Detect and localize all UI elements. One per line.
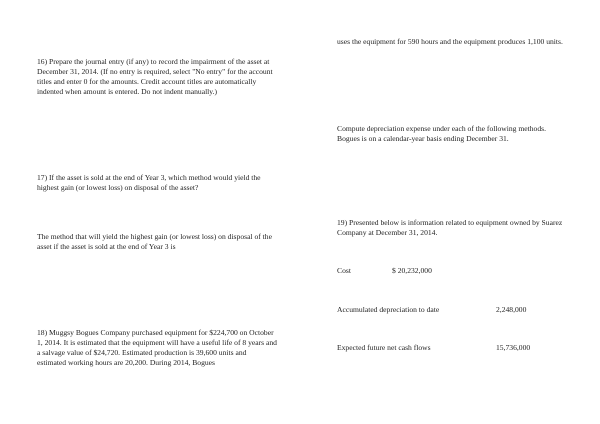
question-18-text: 18) Muggsy Bogues Company purchased equipment for $224,700 on October 1, 2014. It is estimated that the equipment will have a useful life of 8 years and a salvage value of $24,720. Estimated production is 39,600 units and estimated working hours are 20,200. During 2014, Bogues xyxy=(37,328,277,367)
table-row-expected-cash-flows xyxy=(337,343,577,353)
table-row-label: Accumulated depreciation to date xyxy=(337,305,440,314)
question-17-text: 17) If the asset is sold at the end of Year 3, which method would yield the highest gain (or lowest loss) on disposal of the asset? xyxy=(37,173,261,192)
table-row-value: $ 20,232,000 xyxy=(392,266,432,275)
question-17-answer-text: The method that will yield the highest gain (or lowest loss) on disposal of the asset if the asset is sold at the end of Year 3 is xyxy=(37,232,272,251)
table-row-label: Expected future net cash flows xyxy=(337,343,431,352)
question-18-instruction-text: Compute depreciation expense under each of the following methods. Bogues is on a calendar-year basis ending December 31. xyxy=(337,124,546,143)
table-row-cost xyxy=(337,266,577,276)
table-row-label: Cost xyxy=(337,266,351,275)
table-row-value: 2,248,000 xyxy=(496,305,527,314)
question-19-text: 19) Presented below is information related to equipment owned by Suarez Company at December 31, 2014. xyxy=(337,218,563,237)
question-16-text: 16) Prepare the journal entry (if any) to record the impairment of the asset at December 31, 2014. (If no entry is required, select "No entry" for the account titles and enter 0 for the amounts. Credit account titles are automatically indented when amount is entered. Do not indent manually.) xyxy=(37,57,273,96)
question-18-continued-text: uses the equipment for 590 hours and the equipment produces 1,100 units. xyxy=(337,37,563,46)
table-row-accumulated-depreciation xyxy=(337,305,577,315)
table-row-value: 15,736,000 xyxy=(496,343,531,352)
